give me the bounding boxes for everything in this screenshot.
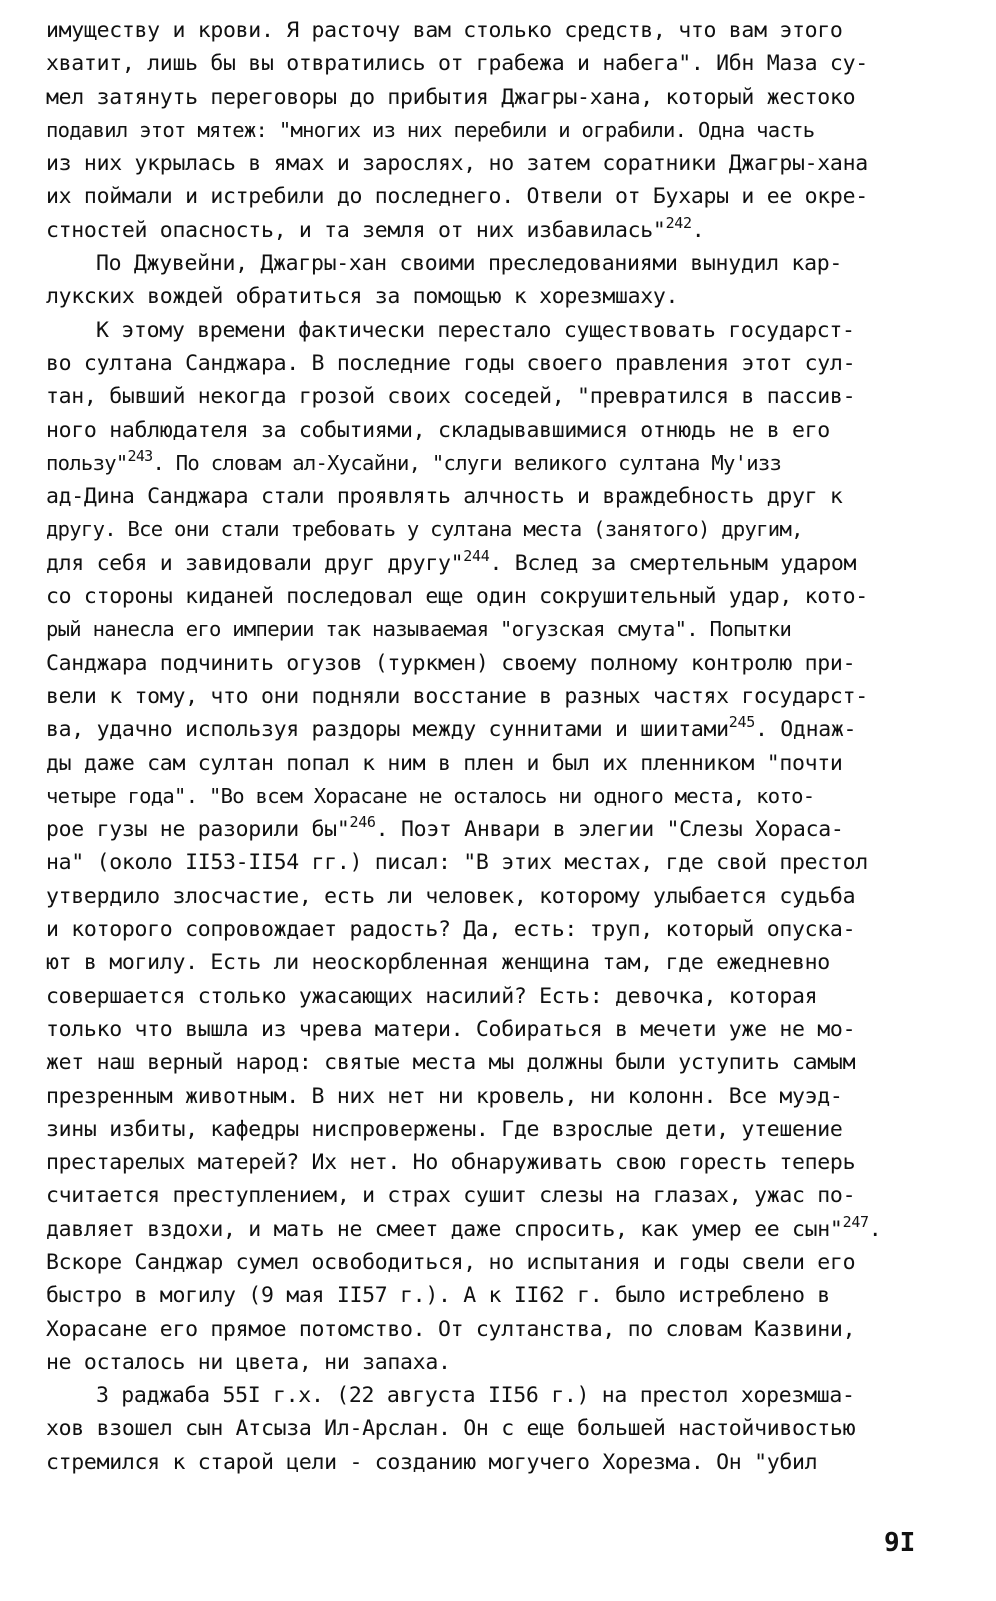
line-tail: . — [868, 1216, 882, 1242]
text-line: Вскоре Санджар сумел освободиться, но испытания и годы свели его — [46, 1249, 856, 1275]
footnote-ref: 242 — [665, 213, 692, 232]
text-line: считается преступлением, и страх сушит слезы на глазах, ужас по- — [46, 1183, 856, 1209]
text-line: из них укрылась в ямах и зарослях, но затем соратники Джагры-хана — [46, 151, 868, 177]
text-line: Санджара подчинить огузов (туркмен) своему полному контролю при- — [46, 650, 856, 676]
text-line: К этому времени фактически перестало существовать государст- — [96, 317, 855, 343]
text-line: во султана Санджара. В последние годы своего правления этот сул- — [46, 350, 856, 376]
line-tail: . — [691, 217, 705, 243]
footnote-ref: 247 — [842, 1212, 869, 1231]
text-line: 3 раджаба 55I г.х. (22 августа II56 г.) на престол хорезмша- — [96, 1383, 855, 1409]
text-line — [46, 713, 966, 746]
text-line: тан, бывший некогда грозой своих соседей, "превратился в пассив- — [46, 384, 856, 410]
text-line: не осталось ни цвета, ни запаха. — [46, 1349, 451, 1375]
line-text: пользу" — [46, 450, 128, 475]
text-line: их поймали и истребили до последнего. Отвели от Бухары и ее окре- — [46, 184, 868, 210]
text-line — [46, 447, 966, 480]
text-line: другу. Все они стали требовать у султана места (занятого) другим, — [46, 517, 803, 542]
text-line: зины избиты, кафедры ниспровержены. Где взрослые дети, утешение — [46, 1116, 843, 1142]
line-text: для себя и завидовали друг другу" — [46, 550, 464, 576]
text-line: Хорасане его прямое потомство. От султанства, по словам Казвини, — [46, 1316, 856, 1342]
text-line — [46, 547, 966, 580]
page-number: 9I — [884, 1528, 916, 1558]
line-tail: . Поэт Анвари в элегии "Слезы Хораса- — [375, 817, 844, 843]
text-line — [46, 214, 966, 247]
text-line: жет наш верный народ: святые места мы должны были уступить самым — [46, 1050, 856, 1076]
line-text: ва, удачно используя раздоры между суннитами и шиитами — [46, 717, 729, 743]
text-line — [46, 1213, 966, 1246]
text-line: рый нанесла его империи так называемая "огузская смута". Попытки — [46, 617, 792, 642]
text-line: четыре года". "Во всем Хорасане не осталось ни одного места, кото- — [46, 783, 815, 808]
text-line: подавил этот мятеж: "многих из них перебили и ограбили. Одна часть — [46, 117, 815, 142]
footnote-ref: 243 — [127, 446, 153, 465]
text-line: мел затянуть переговоры до прибытия Джагры-хана, который жестоко — [46, 84, 856, 110]
body-text — [46, 14, 966, 1479]
text-line: ют в могилу. Есть ли неоскорбленная женщина там, где ежедневно — [46, 950, 830, 976]
text-line: хватит, лишь бы вы отвратились от грабежа и набега". Ибн Маза су- — [46, 51, 868, 77]
text-line: вели к тому, что они подняли восстание в разных частях государст- — [46, 683, 868, 709]
text-line: ного наблюдателя за событиями, складывавшимися отнюдь не в его — [46, 417, 830, 443]
footnote-ref: 245 — [728, 713, 755, 732]
text-line: престарелых матерей? Их нет. Но обнаруживать свою горесть теперь — [46, 1150, 856, 1176]
text-line: лукских вождей обратиться за помощью к хорезмшаху. — [46, 284, 679, 310]
line-text: рое гузы не разорили бы" — [46, 817, 350, 843]
line-text: давляет вздохи, и мать не смеет даже спросить, как умер ее сын" — [46, 1216, 843, 1242]
text-line: ды даже сам султан попал к ним в плен и был их пленником "почти — [46, 750, 843, 776]
text-line: хов взошел сын Атсыза Ил-Арслан. Он с еще большей настойчивостью — [46, 1416, 856, 1442]
text-line: быстро в могилу (9 мая II57 г.). А к II62 г. было истреблено в — [46, 1283, 830, 1309]
text-line: на" (около II53-II54 гг.) писал: "В этих местах, где свой престол — [46, 850, 868, 876]
footnote-ref: 244 — [463, 546, 490, 565]
text-line: только что вышла из чрева матери. Собираться в мечети уже не мо- — [46, 1016, 856, 1042]
text-line: стремился к старой цели - созданию могучего Хорезма. Он "убил — [46, 1449, 818, 1475]
line-text: стностей опасность, и та земля от них избавилась" — [46, 217, 666, 243]
text-line: По Джувейни, Джагры-хан своими преследованиями вынудил кар- — [96, 251, 843, 277]
text-line: со стороны киданей последовал еще один сокрушительный удар, кото- — [46, 584, 868, 610]
text-line: совершается столько ужасающих насилий? Есть: девочка, которая — [46, 983, 818, 1009]
line-tail: . Вслед за смертельным ударом — [489, 550, 857, 576]
line-tail: . Однаж- — [755, 717, 857, 743]
text-line: утвердило злосчастие, есть ли человек, которому улыбается судьба — [46, 883, 856, 909]
text-line: и которого сопровождает радость? Да, есть: труп, который опуска- — [46, 917, 856, 943]
text-line — [46, 813, 966, 846]
text-line: имуществу и крови. Я расточу вам столько средств, что вам этого — [46, 18, 843, 43]
text-line: ад-Дина Санджара стали проявлять алчность и враждебность друг к — [46, 484, 843, 510]
text-line: презренным животным. В них нет ни кровель, ни колонн. Все муэд- — [46, 1083, 843, 1109]
footnote-ref: 246 — [349, 813, 376, 832]
line-tail: . По словам ал-Хусайни, "слуги великого султана Му'изз — [152, 450, 782, 475]
